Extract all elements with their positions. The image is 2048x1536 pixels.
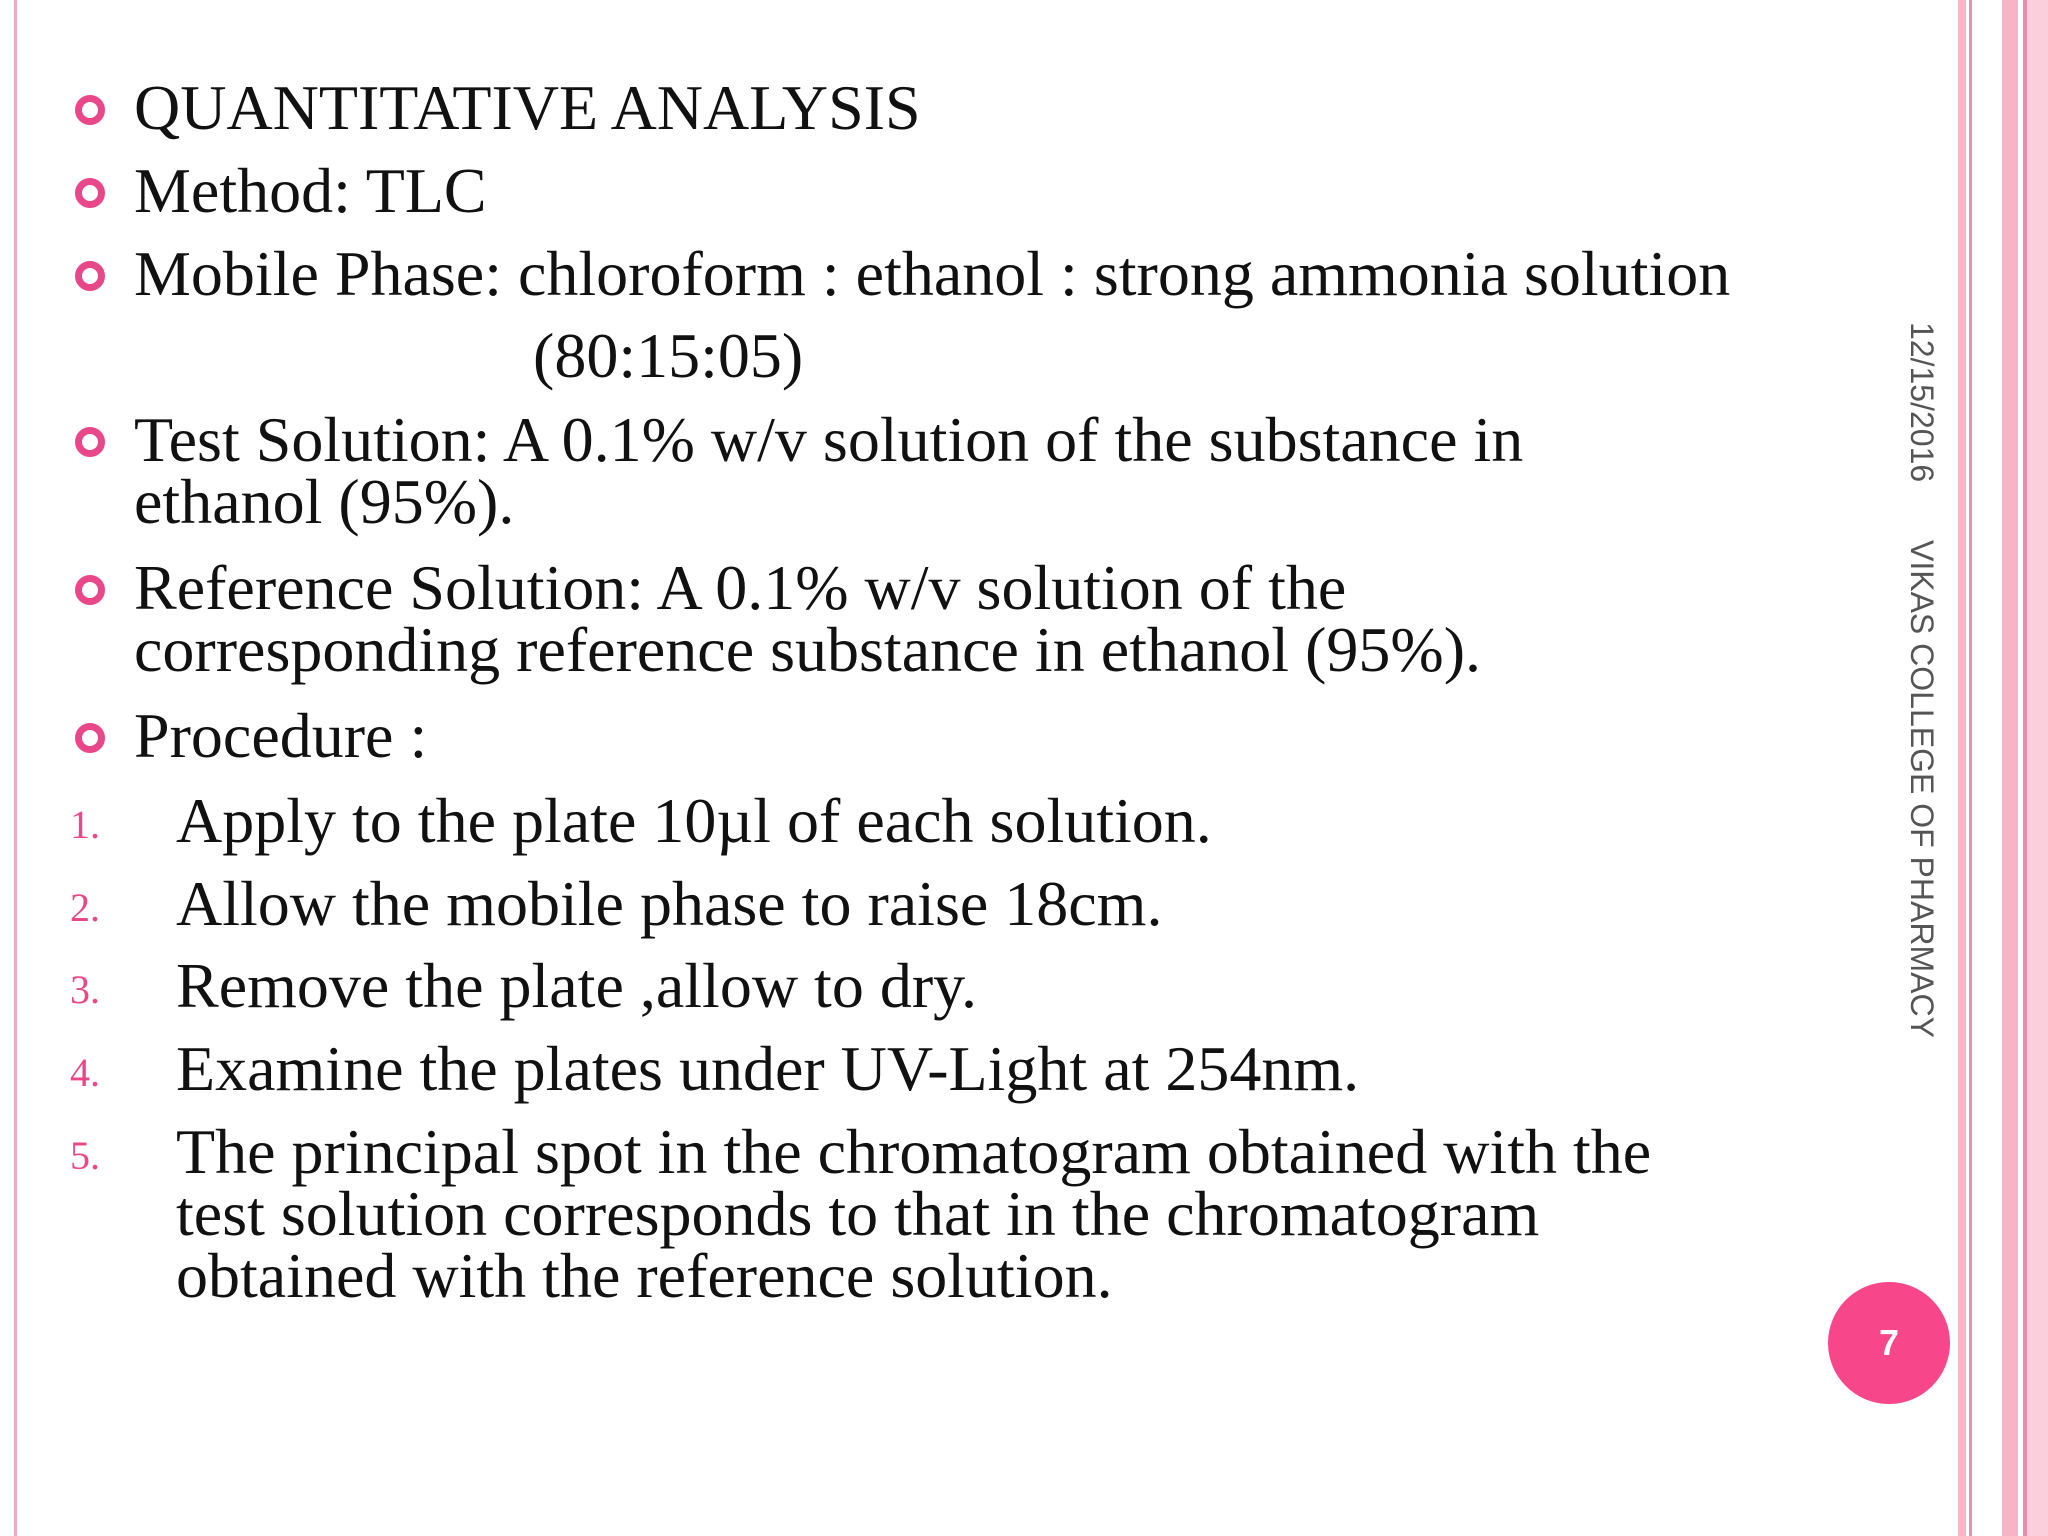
step-number: 3. xyxy=(70,967,100,1012)
left-border xyxy=(14,0,17,1536)
bullet-ring-icon xyxy=(75,427,105,457)
step-text: Remove the plate ,allow to dry. xyxy=(176,950,977,1021)
bullet-ring-icon xyxy=(75,575,105,605)
step-text: Allow the mobile phase to raise 18cm. xyxy=(176,868,1163,939)
bullet-text: QUANTITATIVE ANALYSIS xyxy=(134,72,921,143)
right-stripe xyxy=(1958,0,1966,1536)
right-stripe xyxy=(2027,0,2048,1536)
bullet-text: Test Solution: A 0.1% w/v solution of the substance in xyxy=(134,404,1524,475)
bullet-ring-icon xyxy=(75,178,105,208)
step-text: The principal spot in the chromatogram obtained with the xyxy=(176,1116,1652,1187)
step-text: test solution corresponds to that in the chromatogram xyxy=(176,1178,1540,1249)
bullet-ring-icon xyxy=(75,261,105,291)
bullet-continuation: (80:15:05) xyxy=(533,320,804,391)
bullet-text: Procedure : xyxy=(134,700,428,771)
footer-date: 12/15/2016 xyxy=(1904,322,1940,483)
step-number: 1. xyxy=(70,802,100,847)
step-text: obtained with the reference solution. xyxy=(176,1240,1113,1311)
bullet-continuation: ethanol (95%). xyxy=(134,466,515,537)
step-number: 5. xyxy=(70,1133,100,1178)
bullet-continuation: corresponding reference substance in ethanol (95%). xyxy=(134,614,1481,685)
step-text: Examine the plates under UV-Light at 254nm. xyxy=(176,1033,1360,1104)
bullet-ring-icon xyxy=(75,95,105,125)
bullet-text: Reference Solution: A 0.1% w/v solution of the xyxy=(134,552,1347,623)
step-number: 4. xyxy=(70,1050,100,1095)
footer-college-name: VIKAS COLLEGE OF PHARMACY xyxy=(1904,540,1940,1038)
bullet-ring-icon xyxy=(75,723,105,753)
step-number: 2. xyxy=(70,885,100,930)
right-stripe xyxy=(2002,0,2018,1536)
bullet-text: Method: TLC xyxy=(134,155,487,226)
bullet-text: Mobile Phase: chloroform : ethanol : strong ammonia solution xyxy=(134,238,1731,309)
step-text: Apply to the plate 10µl of each solution. xyxy=(176,785,1212,856)
page-number-badge: 7 xyxy=(1828,1282,1950,1404)
right-stripe xyxy=(1972,0,2002,1536)
